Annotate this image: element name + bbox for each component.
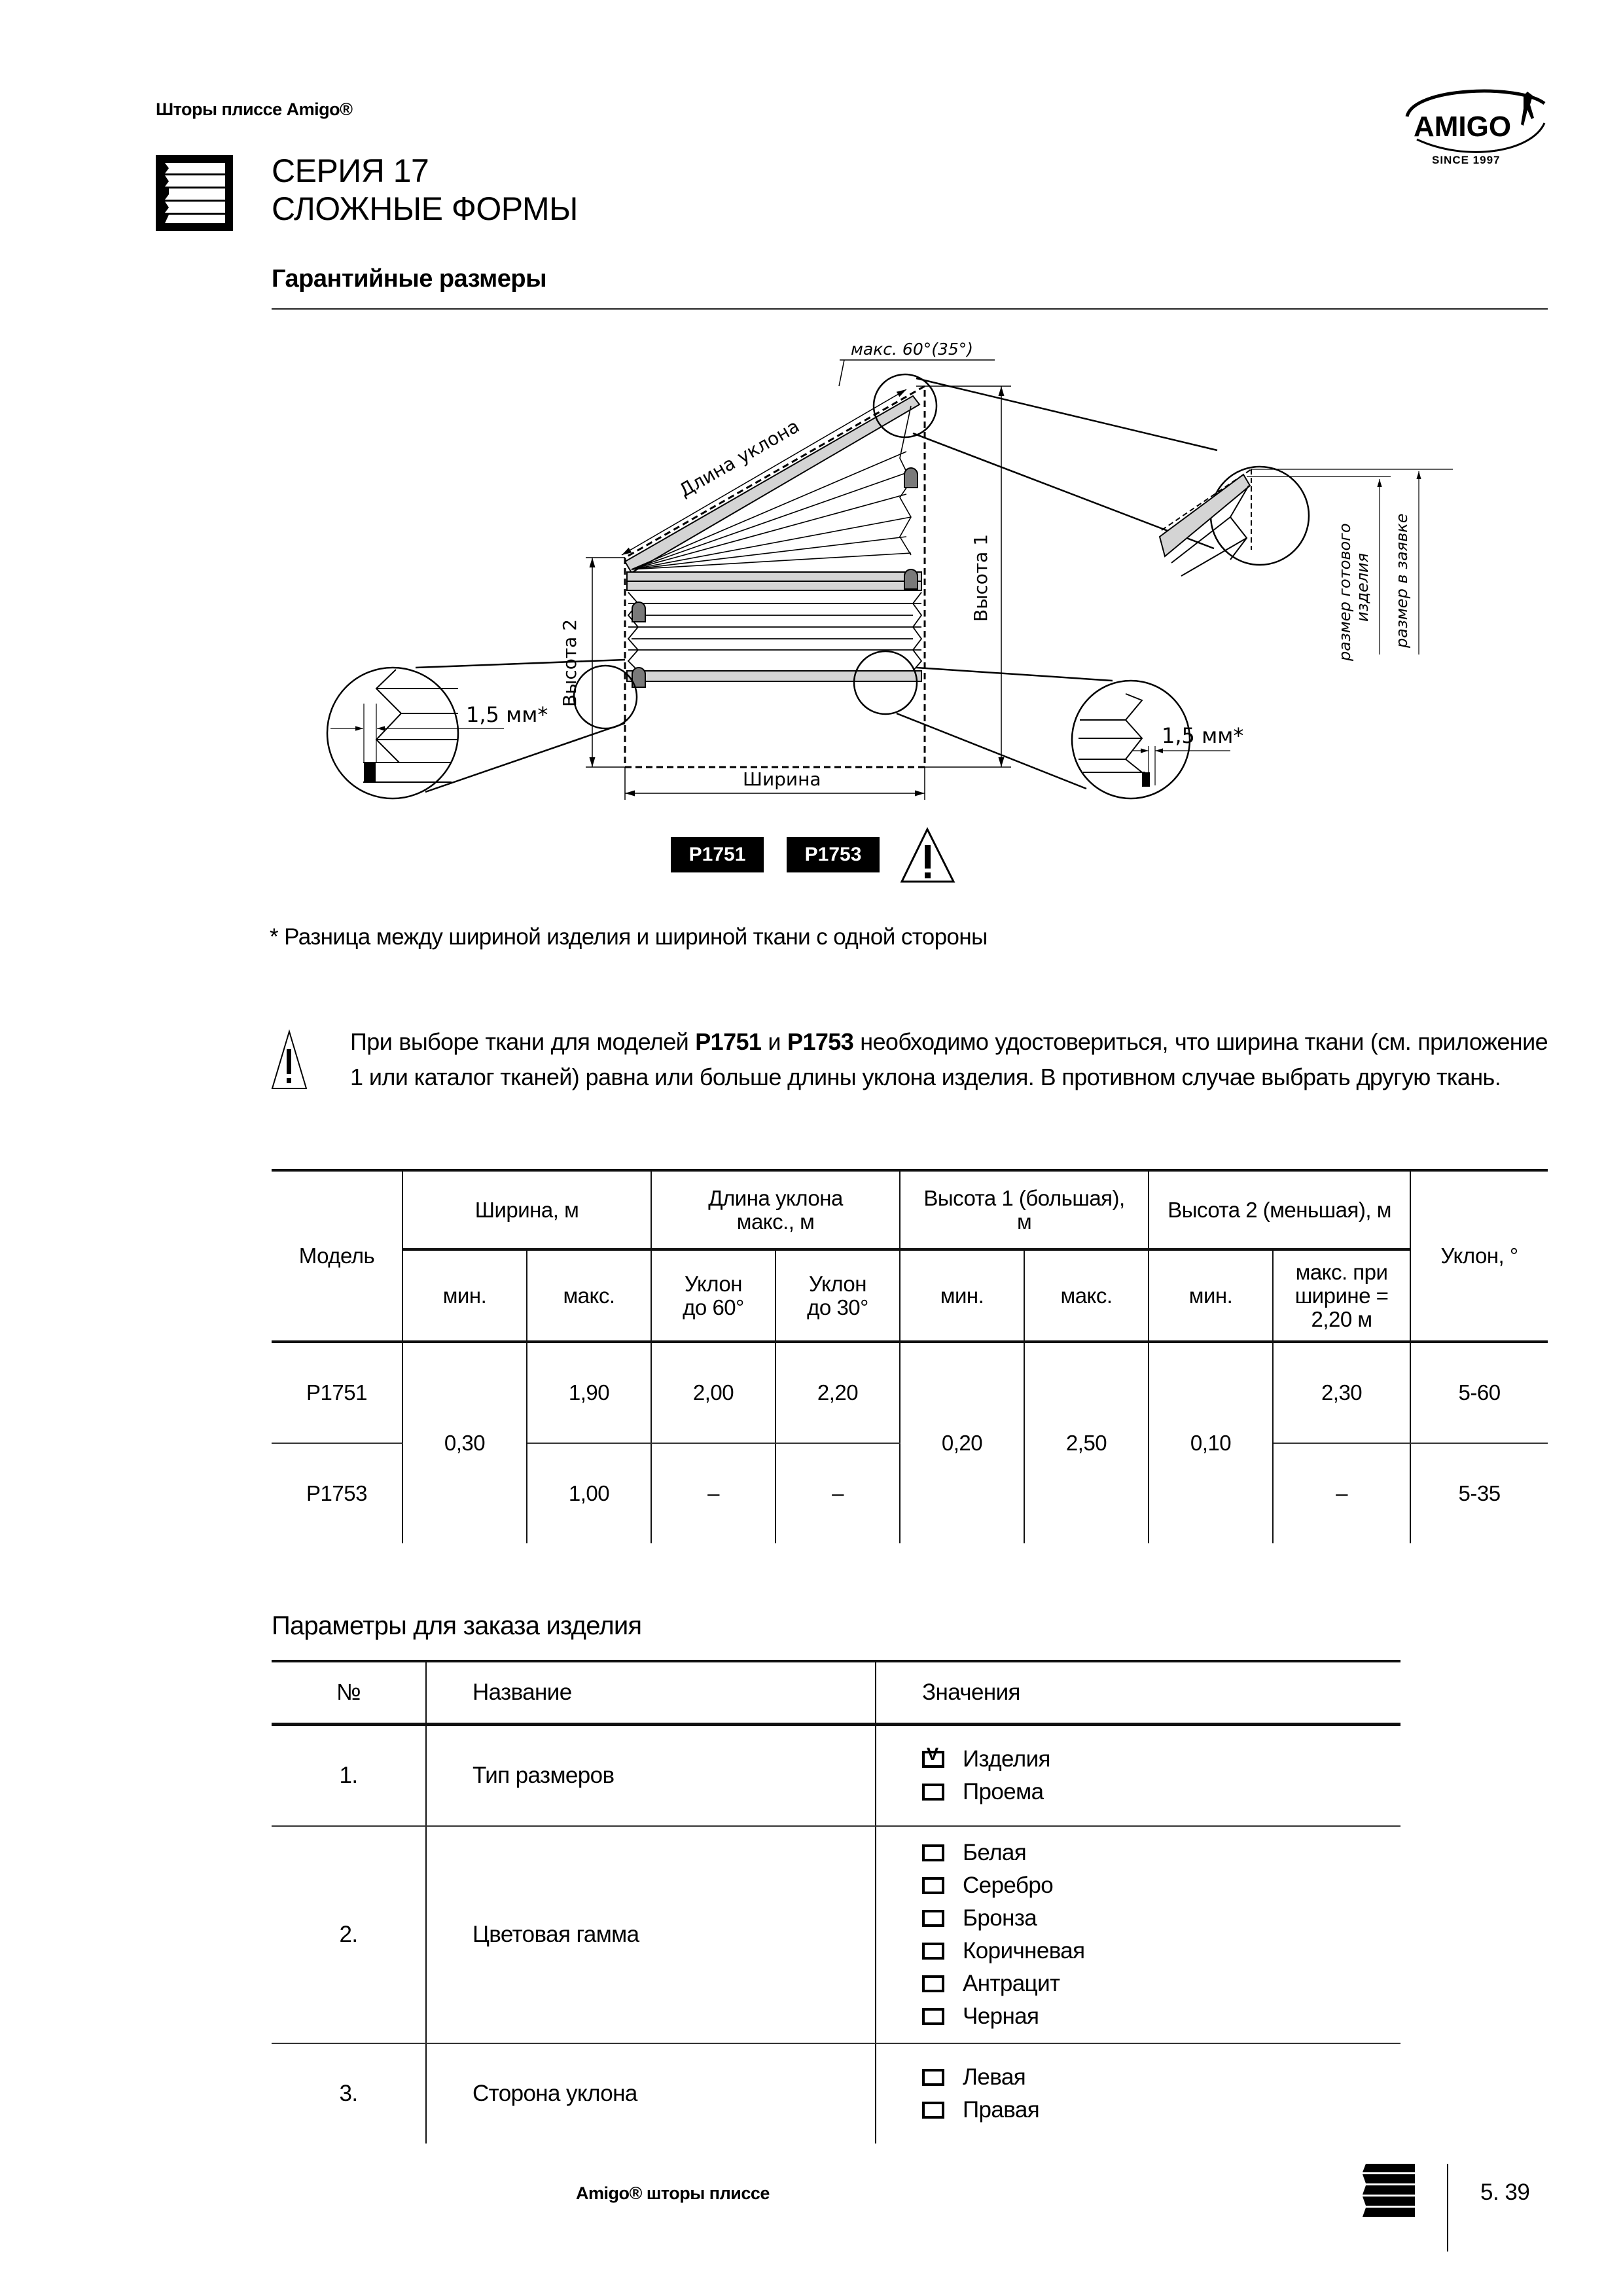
height2-label: Высота 2 [559,619,580,707]
option-black[interactable]: Черная [922,2000,1400,2033]
header-slope-length: Длина уклона макс., м [651,1170,900,1249]
header-h1-min: мин. [900,1249,1024,1342]
h1-max-cell: 2,50 [1024,1342,1149,1543]
width-max-cell: 1,00 [527,1443,651,1543]
header-width-max: макс. [527,1249,651,1342]
model-cell: P1753 [272,1443,402,1543]
header-h2-max-at-width: макс. при ширине = 2,20 м [1273,1249,1410,1342]
option-opening[interactable]: Проема [922,1776,1400,1808]
logo-tagline: SINCE 1997 [1432,154,1501,166]
model-cell: P1751 [272,1342,402,1443]
gap-left-label: 1,5 мм* [466,702,548,727]
header-width-min: мин. [402,1249,527,1342]
height1-label: Высота 1 [970,533,991,622]
row-name: Тип размеров [426,1725,876,1827]
option-bronze[interactable]: Бронза [922,1902,1400,1935]
page-number: 5. 39 [1480,2179,1530,2205]
slope-length-label: Длина уклона [675,415,804,502]
gap-right-label: 1,5 мм* [1162,723,1244,748]
section-title-order-params: Параметры для заказа изделия [272,1611,642,1640]
option-right[interactable]: Правая [922,2094,1400,2126]
model-badge-p1751: P1751 [671,837,764,872]
slope-range-cell: 5-60 [1410,1342,1548,1443]
table-row [272,1826,1400,2043]
row-name: Цветовая гамма [426,1826,876,2043]
checkbox-checked-icon[interactable] [922,1751,944,1768]
spec-table [272,1169,1548,1543]
header-name: Название [426,1661,876,1725]
table-row [272,1342,1548,1443]
finished-size-label-2: изделия [1353,552,1372,622]
page-title [272,152,578,228]
model-p1751: P1751 [695,1028,762,1055]
header-height1: Высота 1 (большая), м [900,1170,1149,1249]
header-brand: Шторы плиссе Amigo® [156,99,353,119]
slope30-cell: 2,20 [776,1342,900,1443]
slope30-cell: – [776,1443,900,1543]
checkbox-icon[interactable] [922,2069,944,2086]
pleated-blind-icon [1363,2164,1415,2218]
footer-divider [1447,2164,1448,2251]
player-icon [1521,92,1534,126]
title-subtitle: СЛОЖНЫЕ ФОРМЫ [272,190,578,227]
order-size-label: размер в заявке [1393,513,1411,648]
checkbox-icon[interactable] [922,1877,944,1894]
option-anthracite[interactable]: Антрацит [922,1967,1400,2000]
order-params-table [272,1660,1400,2144]
h1-min-cell: 0,20 [900,1342,1024,1543]
finished-size-label-1: размер готового [1336,523,1354,661]
footnote: * Разница между шириной изделия и шириной ткани с одной стороны [270,924,988,950]
width-max-cell: 1,90 [527,1342,651,1443]
slope-side-options [876,2043,1400,2144]
width-min-cell: 0,30 [402,1342,527,1543]
header-num: № [272,1661,426,1725]
option-brown[interactable]: Коричневая [922,1935,1400,1967]
header-slope60: Уклон до 60° [651,1249,776,1342]
footer-brand: Amigo® шторы плиссе [576,2183,770,2203]
option-product[interactable]: V Изделия [922,1743,1400,1776]
option-left[interactable]: Левая [922,2061,1400,2094]
h2-max-cell: – [1273,1443,1410,1543]
warning-triangle-icon [270,1030,308,1092]
width-label: Ширина [743,768,821,790]
header-h2-min: мин. [1149,1249,1273,1342]
model-badge-p1753: P1753 [787,837,880,872]
checkbox-icon[interactable] [922,1844,944,1861]
checkbox-icon[interactable] [922,1943,944,1960]
warning-triangle-icon [900,827,955,884]
checkbox-icon[interactable] [922,2008,944,2025]
fabric-width-warning: При выборе ткани для моделей P1751 и P1753 необходимо удостовериться, что ширина ткани (см. приложение 1 или каталог тканей) равна или больше длины уклона изделия. В противном случае выбрать другую ткань. [350,1028,1548,1090]
h2-max-cell: 2,30 [1273,1342,1410,1443]
slope-range-cell: 5-35 [1410,1443,1548,1543]
slope60-cell: 2,00 [651,1342,776,1443]
table-row [272,2043,1400,2144]
section-title-guaranteed-sizes: Гарантийные размеры [272,265,547,293]
slope60-cell: – [651,1443,776,1543]
color-options [876,1826,1400,2043]
checkbox-icon[interactable] [922,1910,944,1927]
row-name: Сторона уклона [426,2043,876,2144]
angle-label: макс. 60°(35°) [851,340,974,359]
pleated-blind-icon [156,155,233,231]
option-white[interactable]: Белая [922,1837,1400,1869]
header-height2: Высота 2 (меньшая), м [1149,1170,1410,1249]
row-number: 3. [272,2043,426,2144]
header-h1-max: макс. [1024,1249,1149,1342]
amigo-logo [1387,77,1561,169]
title-series: СЕРИЯ 17 [272,152,429,189]
section-divider [272,308,1548,310]
row-number: 1. [272,1725,426,1827]
header-width: Ширина, м [402,1170,651,1249]
size-type-options [876,1725,1400,1827]
header-model: Модель [272,1170,402,1342]
logo-name: AMIGO [1414,111,1512,143]
header-values: Значения [876,1661,1400,1725]
blind-dimension-diagram [314,327,1492,890]
checkbox-icon[interactable] [922,1975,944,1992]
header-slope30: Уклон до 30° [776,1249,900,1342]
h2-min-cell: 0,10 [1149,1342,1273,1543]
checkbox-icon[interactable] [922,1784,944,1801]
row-number: 2. [272,1826,426,2043]
checkbox-icon[interactable] [922,2102,944,2119]
header-slope: Уклон, ° [1410,1170,1548,1342]
model-p1753: P1753 [787,1028,854,1055]
option-silver[interactable]: Серебро [922,1869,1400,1902]
table-row [272,1725,1400,1827]
